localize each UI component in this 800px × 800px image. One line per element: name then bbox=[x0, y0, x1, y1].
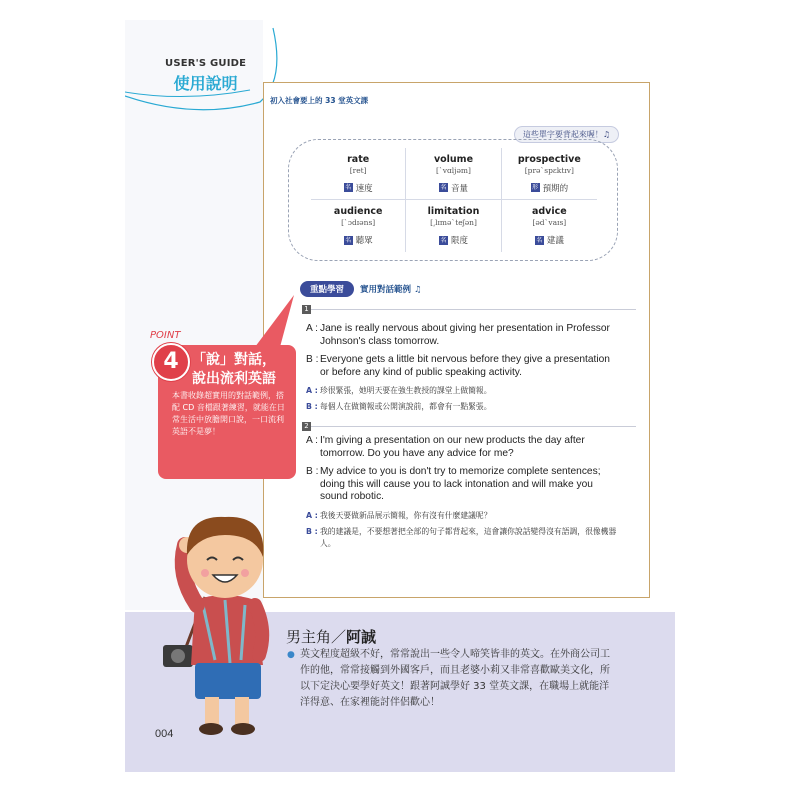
section-tag-pill: 重點學習 bbox=[300, 281, 354, 297]
dialog-line bbox=[306, 466, 621, 504]
vocab-meaning bbox=[531, 182, 569, 194]
vocab-ipa: [ədˋvaɪs] bbox=[532, 218, 567, 227]
page-number: 004 bbox=[155, 728, 174, 740]
translation-text: 我後天要做新品展示簡報，你有沒有什麼建議呢？ bbox=[320, 510, 492, 520]
dialog-number: 2 bbox=[302, 422, 311, 431]
section-tag bbox=[300, 281, 422, 297]
vocab-item bbox=[311, 148, 406, 200]
vocab-meaning-text: 音量 bbox=[450, 183, 468, 194]
vocab-ipa: [ˋvɑljəm] bbox=[436, 165, 471, 175]
vocab-ipa: [prəˋspɛktɪv] bbox=[524, 165, 574, 175]
dialog-divider bbox=[306, 426, 636, 427]
vocab-meaning-text: 速度 bbox=[355, 183, 373, 194]
speaker-label: B : bbox=[306, 466, 319, 477]
translation-line bbox=[306, 526, 621, 550]
dialog-text: My advice to you is don't try to memorize complete sentences; doing this will cause you to lack intonation and will make you sound robotic. bbox=[320, 466, 601, 502]
character-name bbox=[286, 626, 376, 647]
translation-line bbox=[306, 510, 621, 522]
vocab-item bbox=[311, 200, 406, 252]
point-title-line1: 「說」對話， bbox=[192, 352, 276, 368]
pos-badge: 名 bbox=[536, 236, 543, 244]
vocab-word: rate bbox=[347, 153, 370, 165]
guide-title-zh: 使用說明 bbox=[173, 74, 238, 93]
vocab-word: prospective bbox=[517, 153, 581, 165]
vocab-word: audience bbox=[333, 206, 383, 217]
vocab-ipa: [ret] bbox=[349, 165, 367, 175]
dialog-number: 1 bbox=[302, 305, 311, 314]
translation-text: 珍很緊張，她明天要在強生教授的課堂上做簡報。 bbox=[320, 386, 492, 395]
guide-title-en: USER'S GUIDE bbox=[165, 58, 247, 69]
vocab-word: limitation bbox=[427, 206, 480, 217]
speaker-label: B : bbox=[306, 354, 319, 365]
vocab-meaning bbox=[439, 234, 468, 246]
character-description: 英文程度超級不好，常常說出一些令人啼笑皆非的英文。在外商公司工作的他，常常接觸到外國客戶，而且老婆小莉又非常喜歡歐美文化，所以下定決心要學好英文！跟著阿誠學好 33 堂英文課，在職場上就能洋洋得意、在家裡能討伴侶歡心！ bbox=[300, 649, 610, 708]
vocab-grid bbox=[311, 148, 597, 252]
speaker-label: A : bbox=[306, 323, 318, 334]
vocab-ipa: [͵lɪməˋteʃən] bbox=[430, 218, 477, 227]
dialog-divider bbox=[306, 309, 636, 310]
vocab-box bbox=[288, 139, 618, 261]
vocab-meaning-text: 聽眾 bbox=[355, 236, 373, 246]
pos-badge: 名 bbox=[345, 184, 352, 191]
vocab-meaning bbox=[439, 182, 468, 194]
speaker-label: A : bbox=[306, 435, 318, 446]
section-title: 實用對話範例 ♫ bbox=[360, 285, 422, 295]
lesson-panel bbox=[263, 82, 650, 598]
translation-text: 我的建議是，不要想著把全部的句子都背起來，這會讓你說話變得沒有語調，很像機器人。 bbox=[320, 526, 617, 548]
translation-line bbox=[306, 401, 621, 413]
point-number: 4 bbox=[152, 343, 190, 381]
dialog-line bbox=[306, 435, 621, 460]
vocab-item bbox=[502, 200, 597, 252]
speaker-label: A : bbox=[306, 510, 318, 520]
point-label: POINT bbox=[150, 330, 181, 341]
vocab-item bbox=[406, 200, 501, 252]
users-guide-title bbox=[165, 58, 246, 94]
dialog-text: Everyone gets a little bit nervous before they give a presentation or before any kind of public speaking activity. bbox=[320, 354, 610, 378]
dialog-line bbox=[306, 354, 621, 379]
vocab-word: advice bbox=[531, 206, 567, 217]
dialog-1 bbox=[306, 323, 621, 417]
vocab-meaning-text: 限度 bbox=[450, 236, 468, 246]
translation-text: 每個人在做簡報或公開演說前，都會有一點緊張。 bbox=[320, 402, 492, 411]
vocab-meaning bbox=[344, 182, 373, 194]
dialog-2 bbox=[306, 435, 621, 554]
point-body: 本書收錄超實用的對話範例，搭配 CD 音檔跟著練習，就能在日常生活中放膽開口說，一口流利英語不是夢！ bbox=[172, 391, 285, 436]
vocab-item bbox=[406, 148, 501, 200]
pos-badge: 名 bbox=[345, 236, 352, 244]
speaker-label: B : bbox=[306, 402, 318, 411]
vocab-note: 這些單字要背起來喔！♫ bbox=[514, 126, 619, 143]
pos-badge: 形 bbox=[532, 184, 539, 191]
bullet-icon: ● bbox=[287, 650, 295, 660]
vocab-ipa: [ˋɔdɪəns] bbox=[341, 218, 376, 227]
character-name-main: 阿誠 bbox=[346, 628, 377, 646]
speaker-label: B : bbox=[306, 526, 318, 536]
panel-header: 初入社會要上的 33 堂英文課 bbox=[270, 96, 369, 105]
vocab-word: volume bbox=[433, 153, 474, 165]
character-name-prefix: 男主角／ bbox=[286, 628, 347, 646]
point-title-line2: 說出流利英語 bbox=[192, 371, 276, 387]
vocab-meaning-text: 預期的 bbox=[542, 183, 569, 194]
point-title bbox=[192, 351, 276, 389]
vocab-meaning bbox=[344, 234, 373, 246]
pos-badge: 名 bbox=[440, 236, 447, 244]
dialog-text: Jane is really nervous about giving her presentation in Professor Johnson's class tomorrow. bbox=[320, 323, 610, 347]
vocab-meaning bbox=[535, 234, 564, 246]
dialog-text: I'm giving a presentation on our new products the day after tomorrow. Do you have any advice for me? bbox=[320, 435, 585, 459]
dialog-line bbox=[306, 323, 621, 348]
translation-line bbox=[306, 385, 621, 397]
vocab-item bbox=[502, 148, 597, 200]
speaker-label: A : bbox=[306, 386, 318, 395]
character-illustration bbox=[155, 505, 290, 745]
vocab-meaning-text: 建議 bbox=[546, 236, 564, 246]
pos-badge: 名 bbox=[440, 184, 447, 191]
